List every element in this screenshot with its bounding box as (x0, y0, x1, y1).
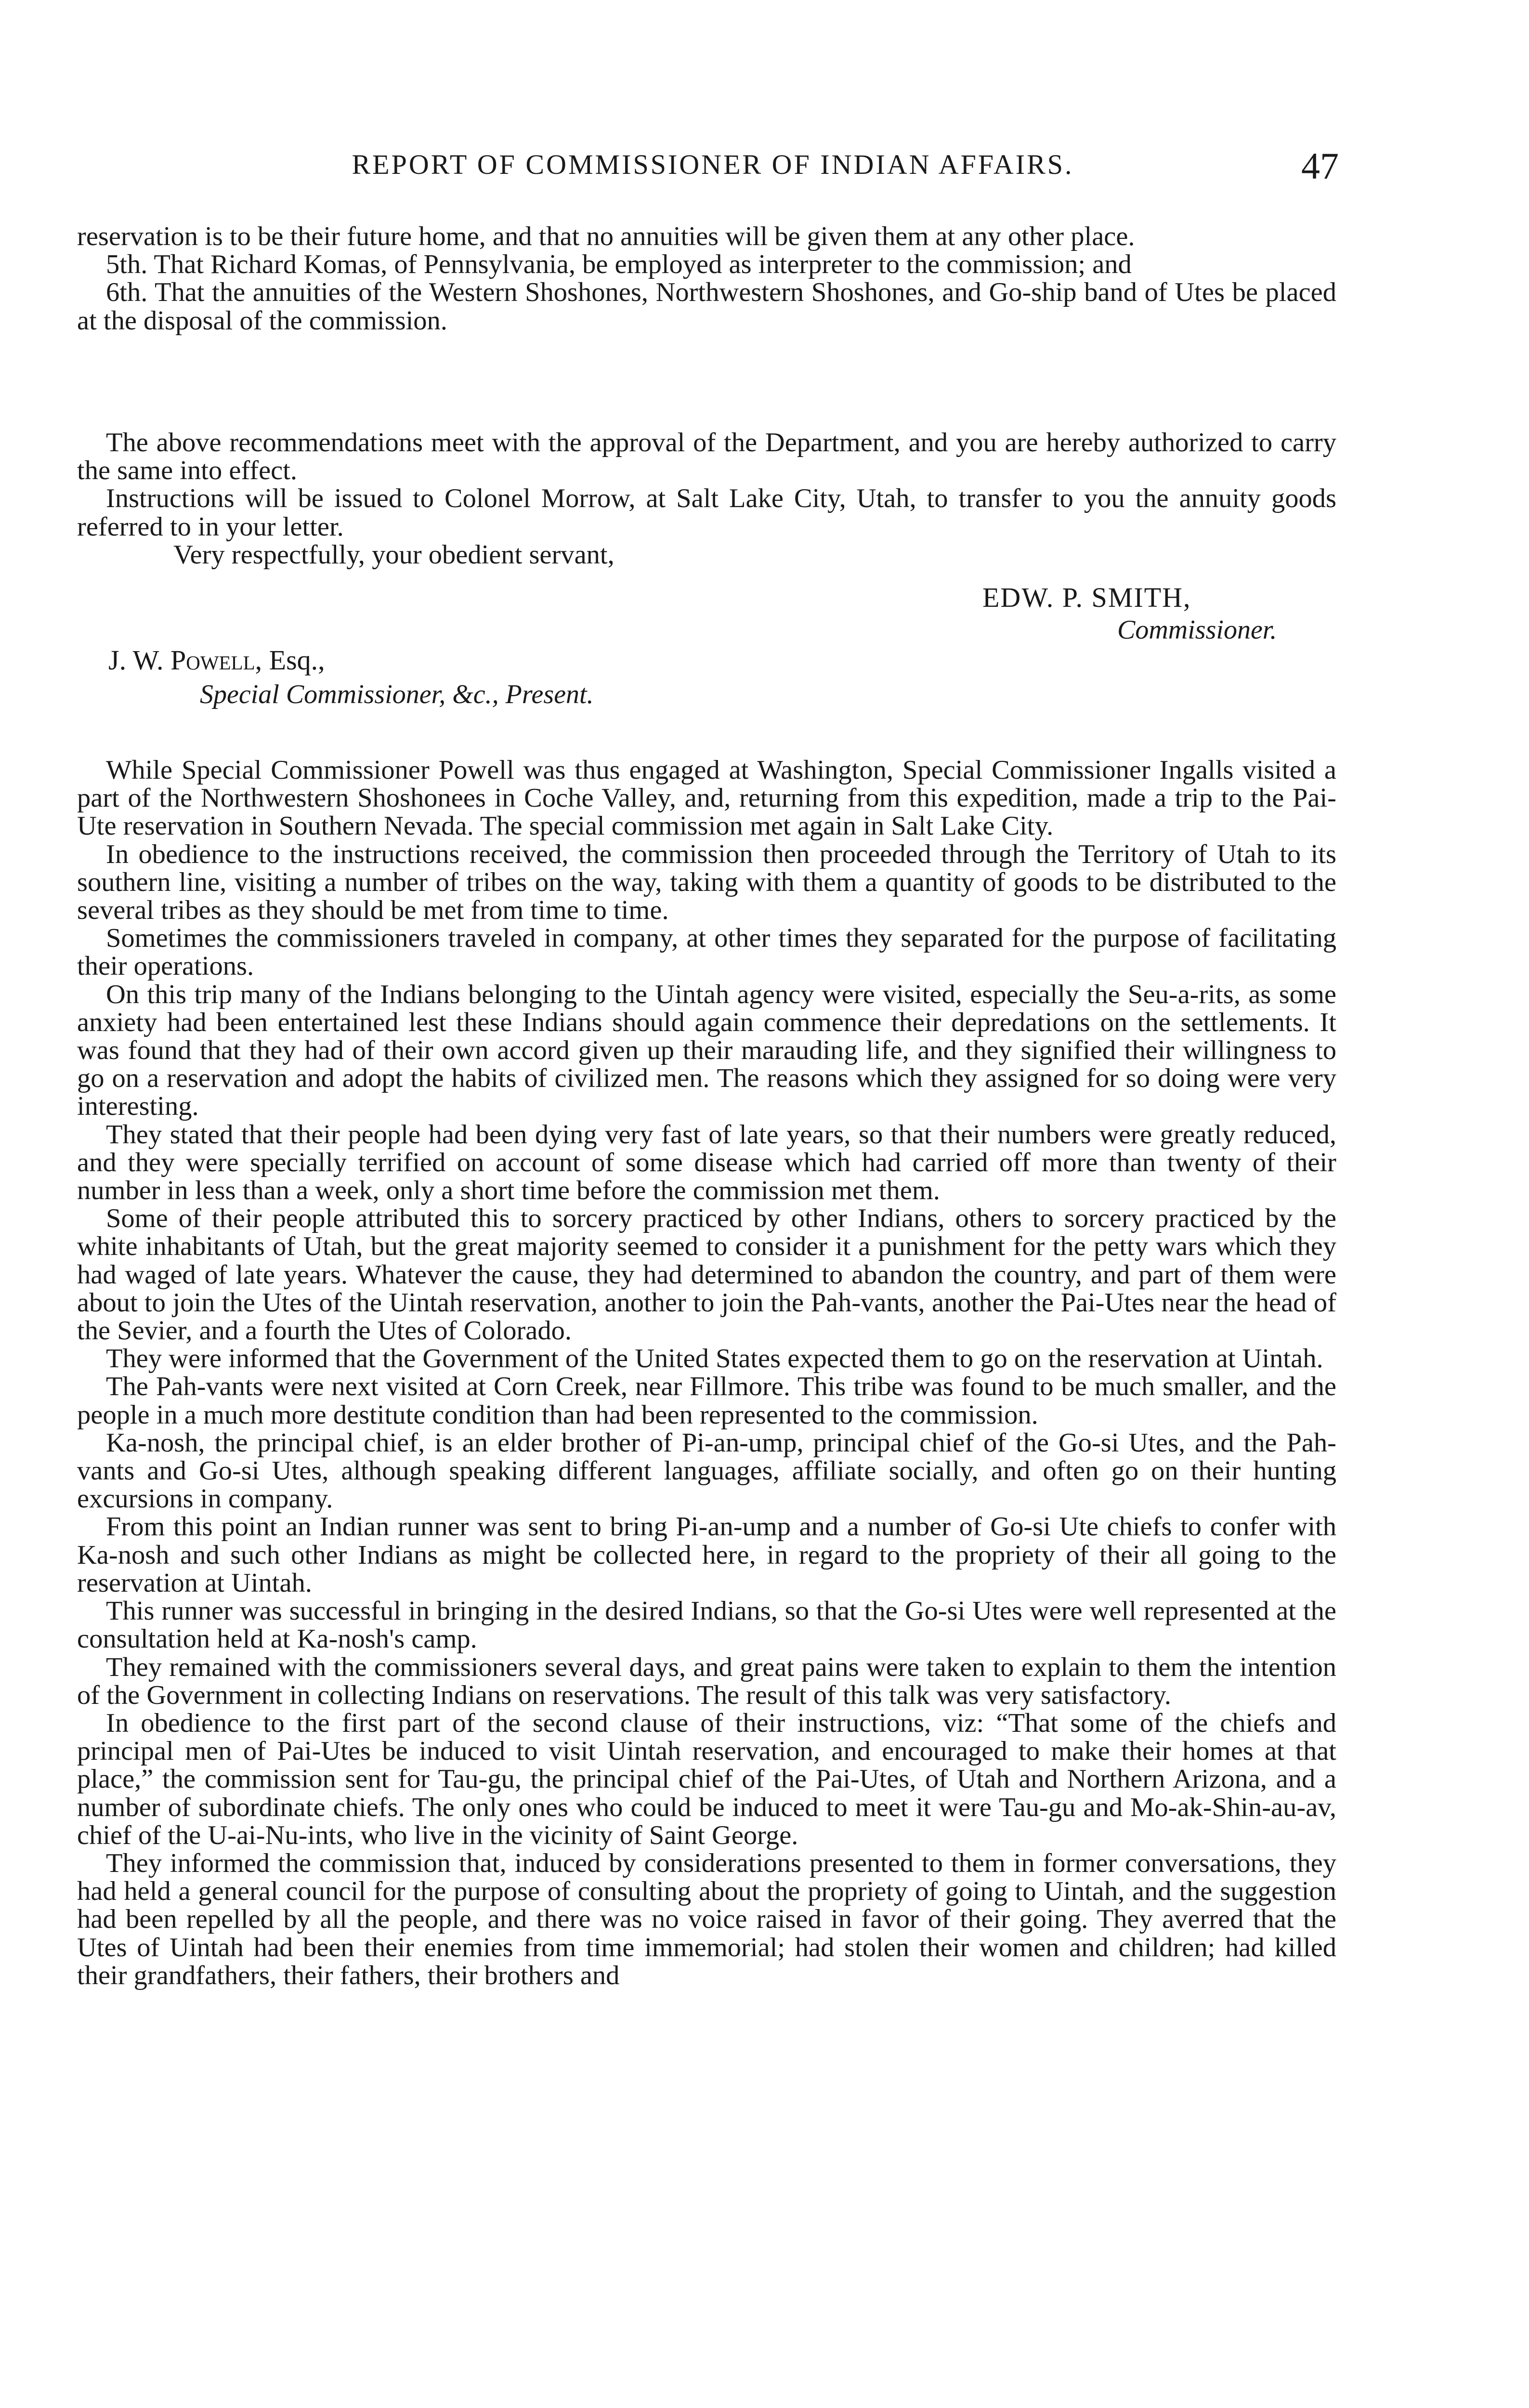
page-header (77, 144, 1348, 188)
addressee (108, 645, 325, 675)
letter-opening (77, 222, 1336, 335)
letter-approval (77, 429, 1336, 569)
paragraph: They remained with the commissioners several days, and great pains were taken to explain to them the intention of the Government in collecting Indians on reservations. The result of this talk was very satisfactory. (77, 1652, 1336, 1710)
running-head: REPORT OF COMMISSIONER OF INDIAN AFFAIRS. (352, 149, 1074, 180)
paragraph: 5th. That Richard Komas, of Pennsylvania, be employed as interpreter to the commission; and (106, 249, 1132, 280)
paragraph: They stated that their people had been dying very fast of late years, so that their numbers were greatly reduced, and they were specially terrified on account of some disease which had carried off more than twenty of their number in less than a week, only a short time before the commission met them. (77, 1119, 1336, 1206)
addressee-title: Special Commissioner, &c., Present. (200, 680, 594, 709)
report-body (77, 756, 1336, 1989)
paragraph: In obedience to the first part of the second clause of their instructions, viz: “That some of the chiefs and principal men of Pai-Utes be induced to visit Uintah reservation, and encouraged to make their homes at that place,” the commission sent for Tau-gu, the principal chief of the Pai-Utes, of Utah and Northern Arizona, and a number of subordinate chiefs. The only ones who could be induced to meet it were Tau-gu and Mo-ak-Shin-au-av, chief of the U-ai-Nu-ints, who live in the vicinity of Saint George. (77, 1708, 1336, 1850)
paragraph: Sometimes the commissioners traveled in company, at other times they separated for the purpose of facilitating their operations. (77, 923, 1336, 982)
paragraph: From this point an Indian runner was sent to bring Pi-an-ump and a number of Go-si Ute chiefs to confer with Ka-nosh and such other Indians as might be collected here, in regard to the propriety of their all going to the reservation at Uintah. (77, 1512, 1336, 1598)
addressee-suffix: , Esq., (255, 644, 325, 676)
addressee-surname: Powell (170, 644, 255, 676)
closing-line: Very respectfully, your obedient servant, (173, 539, 614, 570)
paragraph: They were informed that the Government of the United States expected them to go on the reservation at Uintah. (106, 1344, 1323, 1374)
paragraph: Some of their people attributed this to sorcery practiced by other Indians, others to sorcery practiced by the white inhabitants of Utah, but the great majority seemed to consider it a punishment for the petty wars which they had waged of late years. Whatever the cause, they had determined to abandon the country, and part of them were about to join the Utes of the Uintah reservation, another to join the Pah-vants, another the Pai-Utes near the head of the Sevier, and a fourth the Utes of Colorado. (77, 1204, 1336, 1346)
paragraph: The Pah-vants were next visited at Corn Creek, near Fillmore. This tribe was found to be much smaller, and the people in a much more destitute condition than had been represented to the commission. (77, 1372, 1336, 1430)
paragraph: 6th. That the annuities of the Western Shoshones, Northwestern Shoshones, and Go-ship band of Utes be placed at the disposal of the commission. (77, 277, 1336, 336)
paragraph: They informed the commission that, induced by considerations presented to them in former conversations, they had held a general council for the purpose of consulting about the propriety of going to Uintah, and the suggestion had been repelled by all the people, and there was no voice raised in favor of their going. They averred that the Utes of Uintah had been their enemies from time immemorial; had stolen their women and children; had killed their grandfathers, their fathers, their brothers and (77, 1848, 1336, 1990)
page-number: 47 (1301, 145, 1339, 187)
paragraph: This runner was successful in bringing in the desired Indians, so that the Go-si Utes were well represented at the consultation held at Ka-nosh's camp. (77, 1596, 1336, 1654)
addressee-initials: J. W. (108, 644, 170, 676)
paragraph: The above recommendations meet with the approval of the Department, and you are hereby authorized to carry the same into effect. (77, 428, 1336, 486)
paragraph: While Special Commissioner Powell was thus engaged at Washington, Special Commissioner Ingalls visited a part of the Northwestern Shoshonees in Coche Valley, and, returning from this expedition, made a trip to the Pai-Ute reservation in Southern Nevada. The special commission met again in Salt Lake City. (77, 755, 1336, 841)
paragraph: reservation is to be their future home, and that no annuities will be given them at any other place. (77, 222, 1135, 251)
signer-name: EDW. P. SMITH, (982, 582, 1191, 613)
signer-title: Commissioner. (1117, 615, 1277, 645)
paragraph: In obedience to the instructions received, the commission then proceeded through the Territory of Utah to its southern line, visiting a number of tribes on the way, taking with them a quantity of goods to be distributed to the several tribes as they should be met from time to time. (77, 839, 1336, 926)
paragraph: On this trip many of the Indians belonging to the Uintah agency were visited, especially the Seu-a-rits, as some anxiety had been entertained lest these Indians should again commence their depredations on the settlements. It was found that they had of their own accord given up their marauding life, and they signified their willingness to go on a reservation and adopt the habits of civilized men. The reasons which they assigned for so doing were very interesting. (77, 979, 1336, 1122)
paragraph: Ka-nosh, the principal chief, is an elder brother of Pi-an-ump, principal chief of the Go-si Utes, and the Pah-vants and Go-si Utes, although speaking different languages, affiliate socially, and often go on their hunting excursions in company. (77, 1427, 1336, 1514)
paragraph: Instructions will be issued to Colonel Morrow, at Salt Lake City, Utah, to transfer to you the annuity goods referred to in your letter. (77, 484, 1336, 542)
